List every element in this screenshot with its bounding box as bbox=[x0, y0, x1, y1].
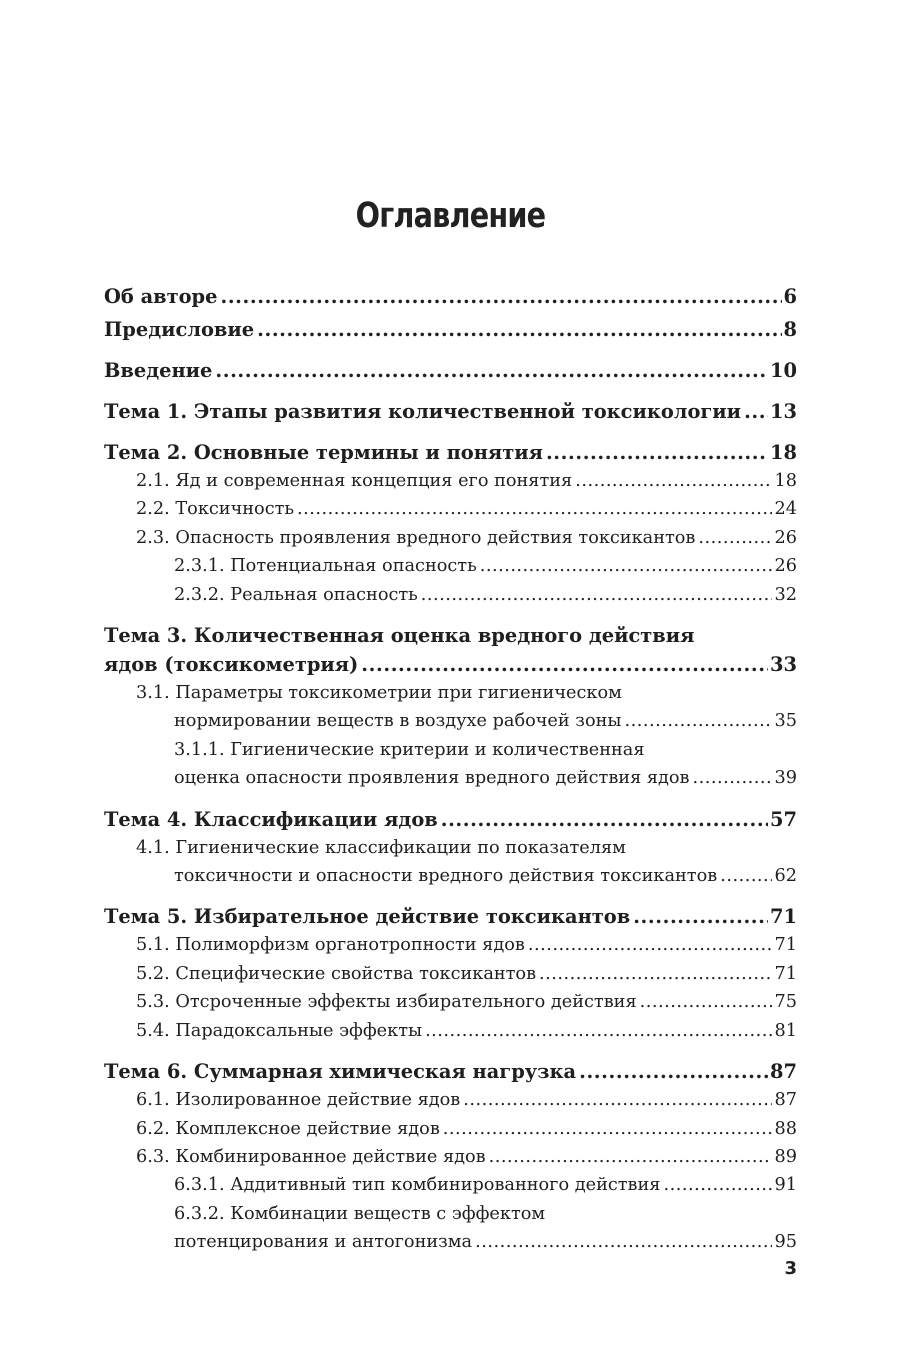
toc-leader-dots bbox=[539, 960, 772, 988]
toc-page-number: 62 bbox=[774, 866, 797, 887]
toc-page-number: 91 bbox=[774, 1175, 797, 1196]
toc-entry-3-1[interactable] bbox=[104, 679, 797, 736]
toc-entry-2-2[interactable] bbox=[104, 495, 797, 523]
toc-entry-label: ядов (токсикометрия) bbox=[104, 653, 359, 677]
toc-entry-label: Предисловие bbox=[104, 318, 255, 341]
toc-entry-6-3-1[interactable] bbox=[104, 1171, 797, 1199]
toc-leader-dots bbox=[475, 1228, 772, 1256]
toc-leader-dots bbox=[361, 650, 768, 679]
toc-entry-3-1-1[interactable] bbox=[104, 736, 797, 793]
toc-entry-first-line: Тема 3. Количественная оценка вредного действия bbox=[104, 624, 695, 648]
toc-entry-label: 5.4. Парадоксальные эффекты bbox=[136, 1020, 423, 1041]
toc-leader-dots bbox=[480, 552, 773, 580]
toc-leader-dots bbox=[624, 707, 772, 735]
toc-entry-label: 6.3.1. Аддитивный тип комбинированного действия bbox=[174, 1175, 661, 1196]
page-number: 3 bbox=[784, 1258, 797, 1279]
toc-entry-preface[interactable] bbox=[104, 315, 797, 344]
toc-entry-6-3-2[interactable] bbox=[104, 1200, 797, 1257]
toc-entry-label: 6.3. Комбинированное действие ядов bbox=[136, 1146, 486, 1167]
toc-leader-dots bbox=[579, 1057, 768, 1086]
toc-entry-label: нормировании веществ в воздухе рабочей зоны bbox=[174, 711, 622, 732]
toc-leader-dots bbox=[528, 931, 773, 959]
toc-entry-first-line: 4.1. Гигиенические классификации по показателям bbox=[136, 837, 626, 858]
toc-page-number: 33 bbox=[770, 653, 797, 677]
toc-page-number: 18 bbox=[774, 471, 797, 491]
toc-page-number: 89 bbox=[774, 1146, 797, 1167]
toc-entry-label: 6.2. Комплексное действие ядов bbox=[136, 1118, 440, 1139]
toc-leader-dots bbox=[443, 1115, 773, 1143]
toc-entry-label: 2.1. Яд и современная концепция его понятия bbox=[136, 471, 573, 491]
toc-entry-label: Тема 2. Основные термины и понятия bbox=[104, 441, 543, 464]
toc-page-number: 26 bbox=[774, 556, 797, 577]
toc-page-number: 24 bbox=[774, 499, 797, 520]
toc-entry-6-3[interactable] bbox=[104, 1143, 797, 1171]
table-of-contents bbox=[104, 280, 797, 1257]
toc-entry-label: 5.3. Отсроченные эффекты избирательного действия bbox=[136, 992, 637, 1013]
toc-leader-dots bbox=[441, 805, 768, 834]
toc-entry-5-1[interactable] bbox=[104, 931, 797, 959]
toc-leader-dots bbox=[489, 1143, 773, 1171]
toc-entry-about-author[interactable] bbox=[104, 282, 797, 311]
toc-entry-first-line: 6.3.2. Комбинации веществ с эффектом bbox=[174, 1203, 546, 1224]
toc-entry-6-1[interactable] bbox=[104, 1086, 797, 1114]
toc-leader-dots bbox=[575, 467, 772, 495]
toc-page-number: 10 bbox=[770, 359, 797, 382]
toc-page-number: 71 bbox=[770, 905, 797, 929]
toc-leader-dots bbox=[463, 1086, 772, 1114]
toc-leader-dots bbox=[663, 1171, 772, 1199]
toc-entry-5-3[interactable] bbox=[104, 988, 797, 1016]
toc-page-number: 26 bbox=[774, 527, 797, 548]
document-page bbox=[104, 0, 797, 1351]
toc-entry-6-2[interactable] bbox=[104, 1115, 797, 1143]
toc-entry-label: Тема 4. Классификации ядов bbox=[104, 807, 438, 831]
toc-entry-label: Тема 6. Суммарная химическая нагрузка bbox=[104, 1060, 577, 1084]
page-title: Оглавление bbox=[355, 196, 546, 236]
toc-leader-dots bbox=[421, 581, 773, 609]
toc-entry-first-line: 3.1.1. Гигиенические критерии и количественная bbox=[174, 739, 645, 760]
toc-entry-label: 5.1. Полиморфизм органотропности ядов bbox=[136, 935, 525, 956]
toc-leader-dots bbox=[425, 1017, 772, 1045]
toc-leader-dots bbox=[220, 282, 781, 311]
toc-page-number: 39 bbox=[774, 768, 797, 789]
toc-entry-label: 2.3. Опасность проявления вредного действия токсикантов bbox=[136, 527, 696, 548]
toc-entry-label: оценка опасности проявления вредного действия ядов bbox=[174, 768, 690, 789]
toc-leader-dots bbox=[633, 902, 768, 931]
toc-leader-dots bbox=[640, 988, 773, 1016]
toc-entry-label: 2.2. Токсичность bbox=[136, 499, 295, 520]
toc-entry-2-3-1[interactable] bbox=[104, 552, 797, 580]
toc-leader-dots bbox=[297, 495, 772, 523]
toc-leader-dots bbox=[744, 397, 768, 426]
toc-entry-introduction[interactable] bbox=[104, 356, 797, 385]
toc-leader-dots bbox=[215, 356, 768, 385]
toc-entry-2-1[interactable] bbox=[104, 467, 797, 495]
toc-entry-label: токсичности и опасности вредного действия токсикантов bbox=[174, 866, 718, 887]
toc-entry-5-2[interactable] bbox=[104, 960, 797, 988]
toc-page-number: 57 bbox=[770, 807, 797, 831]
toc-page-number: 81 bbox=[774, 1020, 797, 1041]
toc-entry-label: 2.3.1. Потенциальная опасность bbox=[174, 556, 477, 577]
toc-page-number: 95 bbox=[774, 1232, 797, 1253]
toc-page-number: 13 bbox=[770, 400, 797, 423]
toc-entry-label: потенцирования и антогонизма bbox=[174, 1232, 473, 1253]
toc-leader-dots bbox=[546, 438, 768, 467]
toc-leader-dots bbox=[720, 862, 772, 890]
toc-entry-topic-5[interactable] bbox=[104, 902, 797, 931]
toc-entry-label: 2.3.2. Реальная опасность bbox=[174, 584, 418, 605]
toc-page-number: 88 bbox=[774, 1118, 797, 1139]
toc-page-number: 71 bbox=[774, 935, 797, 956]
toc-page-number: 18 bbox=[770, 441, 797, 464]
toc-entry-5-4[interactable] bbox=[104, 1017, 797, 1045]
toc-entry-label: Об авторе bbox=[104, 285, 218, 308]
toc-entry-label: 6.1. Изолированное действие ядов bbox=[136, 1090, 461, 1111]
toc-entry-4-1[interactable] bbox=[104, 834, 797, 891]
toc-page-number: 87 bbox=[774, 1090, 797, 1111]
toc-page-number: 32 bbox=[774, 584, 797, 605]
toc-entry-label: Тема 1. Этапы развития количественной токсикологии bbox=[104, 400, 742, 423]
toc-leader-dots bbox=[698, 524, 772, 552]
toc-entry-topic-3[interactable] bbox=[104, 621, 797, 679]
toc-entry-topic-4[interactable] bbox=[104, 805, 797, 834]
toc-entry-topic-2[interactable] bbox=[104, 438, 797, 467]
toc-entry-topic-1[interactable] bbox=[104, 397, 797, 426]
toc-entry-2-3-2[interactable] bbox=[104, 581, 797, 609]
toc-entry-first-line: 3.1. Параметры токсикометрии при гигиеническом bbox=[136, 683, 622, 704]
toc-page-number: 35 bbox=[774, 711, 797, 732]
toc-entry-2-3[interactable] bbox=[104, 524, 797, 552]
toc-page-number: 71 bbox=[774, 963, 797, 984]
toc-entry-label: Тема 5. Избирательное действие токсикантов bbox=[104, 905, 631, 929]
toc-entry-topic-6[interactable] bbox=[104, 1057, 797, 1086]
toc-page-number: 75 bbox=[774, 992, 797, 1013]
toc-entry-label: 5.2. Специфические свойства токсикантов bbox=[136, 963, 537, 984]
toc-leader-dots bbox=[693, 764, 773, 792]
toc-page-number: 8 bbox=[783, 318, 797, 341]
toc-page-number: 6 bbox=[783, 285, 797, 308]
toc-entry-label: Введение bbox=[104, 359, 213, 382]
toc-page-number: 87 bbox=[770, 1060, 797, 1084]
toc-leader-dots bbox=[257, 315, 781, 344]
